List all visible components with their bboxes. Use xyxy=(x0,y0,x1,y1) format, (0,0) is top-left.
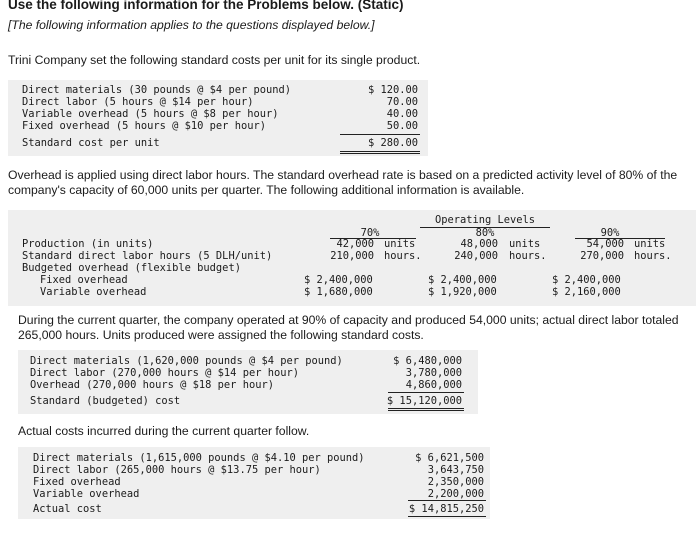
assigned-cost-value: 4,860,000 xyxy=(405,379,462,391)
levels-row-label: Production (in units) xyxy=(22,238,154,250)
actual-cost-label: Variable overhead xyxy=(33,488,140,500)
levels-unit-90: units xyxy=(634,238,666,250)
level-header-90: 90% xyxy=(600,227,620,239)
levels-row-label: Budgeted overhead (flexible budget) xyxy=(22,262,241,274)
subtotal-rule xyxy=(388,392,464,393)
levels-value-90: $ 2,400,000 xyxy=(552,274,621,286)
levels-value-80: 48,000 xyxy=(460,238,498,250)
levels-unit-80: hours. xyxy=(509,250,547,262)
levels-row-label: Standard direct labor hours (5 DLH/unit) xyxy=(22,250,273,262)
levels-row-label: Fixed overhead xyxy=(40,274,128,286)
assigned-cost-total-label: Standard (budgeted) cost xyxy=(30,395,181,407)
info-note: [The following information applies to the questions displayed below.] xyxy=(8,18,375,32)
std-cost-label: Direct materials (30 pounds @ $4 per pound) xyxy=(22,84,291,96)
total-rule xyxy=(388,408,464,409)
levels-value-70: $ 1,680,000 xyxy=(304,286,373,298)
levels-unit-70: hours. xyxy=(384,250,422,262)
total-rule xyxy=(340,153,420,154)
assigned-cost-label: Direct materials (1,620,000 pounds @ $4 per pound) xyxy=(30,355,343,367)
levels-row-label: Variable overhead xyxy=(40,286,147,298)
actual-cost-value: 2,200,000 xyxy=(427,488,484,500)
std-cost-label: Fixed overhead (5 hours @ $10 per hour) xyxy=(22,120,266,132)
levels-value-80: 240,000 xyxy=(454,250,498,262)
levels-value-80: $ 1,920,000 xyxy=(428,286,497,298)
levels-unit-80: units xyxy=(509,238,541,250)
actual-costs-intro: Actual costs incurred during the current quarter follow. xyxy=(18,424,310,438)
std-cost-value: $ 120.00 xyxy=(367,84,418,96)
actual-cost-label: Direct materials (1,615,000 pounds @ $4.10 per pound) xyxy=(33,452,365,464)
intro-text: Trini Company set the following standard costs per unit for its single product. xyxy=(8,53,421,67)
actual-cost-label: Fixed overhead xyxy=(33,476,121,488)
total-rule xyxy=(340,151,420,152)
assigned-cost-label: Overhead (270,000 hours @ $18 per hour) xyxy=(30,379,274,391)
levels-unit-70: units xyxy=(384,238,416,250)
levels-value-90: 270,000 xyxy=(580,250,624,262)
std-cost-label: Direct labor (5 hours @ $14 per hour) xyxy=(22,96,254,108)
levels-unit-90: hours. xyxy=(634,250,672,262)
std-cost-total-label: Standard cost per unit xyxy=(22,137,160,149)
levels-value-80: $ 2,400,000 xyxy=(428,274,497,286)
std-cost-label: Variable overhead (5 hours @ $8 per hour) xyxy=(22,108,279,120)
levels-value-70: 42,000 xyxy=(336,238,374,250)
level-header-70: 70% xyxy=(360,227,380,239)
std-cost-value: 70.00 xyxy=(386,96,418,108)
operating-levels-title: Operating Levels xyxy=(434,214,536,226)
levels-value-90: 54,000 xyxy=(586,238,624,250)
assigned-cost-label: Direct labor (270,000 hours @ $14 per hour) xyxy=(30,367,299,379)
level-header-80: 80% xyxy=(475,227,495,239)
total-rule xyxy=(408,516,486,517)
assigned-cost-value: $ 6,480,000 xyxy=(393,355,462,367)
subtotal-rule xyxy=(340,134,420,135)
subtotal-rule xyxy=(408,500,486,501)
levels-value-70: 210,000 xyxy=(330,250,374,262)
actual-cost-label: Direct labor (265,000 hours @ $13.75 per hour) xyxy=(33,464,321,476)
actual-cost-total-label: Actual cost xyxy=(33,503,102,515)
current-quarter-paragraph: During the current quarter, the company operated at 90% of capacity and produced 54,000 units; actual direct labor totaled 265,000 hours. Units produced were assigned the following standard costs. xyxy=(18,313,679,342)
assigned-cost-total-value: $ 15,120,000 xyxy=(386,395,462,407)
std-cost-value: 40.00 xyxy=(386,108,418,120)
overhead-paragraph: Overhead is applied using direct labor hours. The standard overhead rate is based on a predicted activity level of 80% of the company's capacity of 60,000 units per quarter. The following additional information is available. xyxy=(8,168,678,197)
levels-value-90: $ 2,160,000 xyxy=(552,286,621,298)
std-cost-value: 50.00 xyxy=(386,120,418,132)
std-cost-total-value: $ 280.00 xyxy=(367,137,418,149)
actual-cost-value: $ 6,621,500 xyxy=(415,452,484,464)
actual-cost-total-value: $ 14,815,250 xyxy=(408,503,484,515)
levels-value-70: $ 2,400,000 xyxy=(304,274,373,286)
actual-cost-value: 3,643,750 xyxy=(427,464,484,476)
total-rule xyxy=(388,410,464,411)
page-title: Use the following information for the Problems below. (Static) xyxy=(8,0,404,12)
assigned-cost-value: 3,780,000 xyxy=(405,367,462,379)
actual-cost-value: 2,350,000 xyxy=(427,476,484,488)
